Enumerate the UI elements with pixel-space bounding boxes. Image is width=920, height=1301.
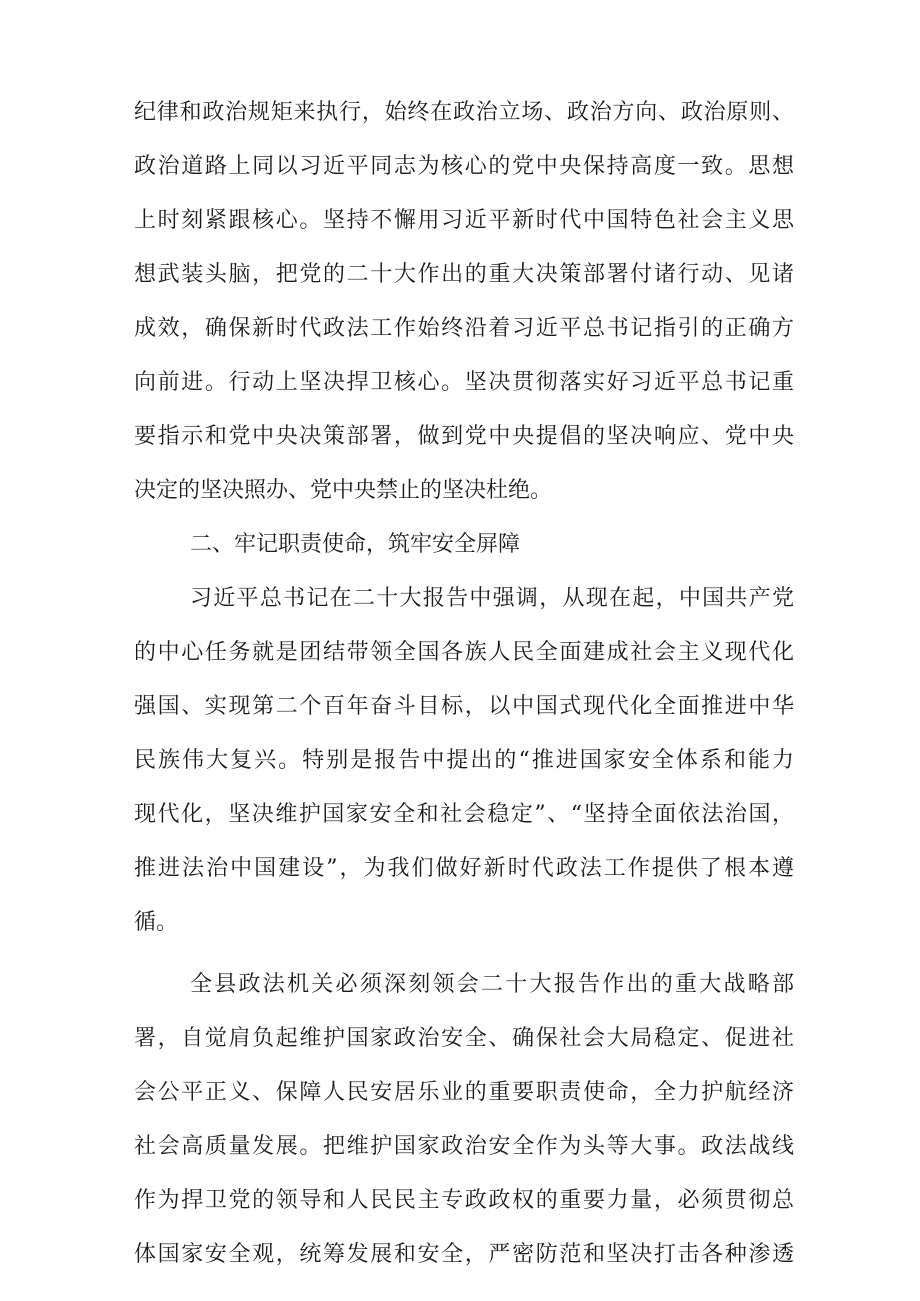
text-line: 决定的坚决照办、党中央禁止的坚决杜绝。 [134, 478, 553, 503]
text-line: 作为捍卫党的领导和人民民主专政政权的重要力量，必须贯彻总 [134, 1188, 794, 1213]
text-line: 想武装头脑，把党的二十大作出的重大决策部署付诸行动、见诸 [134, 262, 794, 287]
section-heading: 二、牢记职责使命，筑牢安全屏障 [190, 532, 521, 557]
text-line: 纪律和政治规矩来执行，始终在政治立场、政治方向、政治原则、 [134, 100, 794, 125]
text-line: 会公平正义、保障人民安居乐业的重要职责使命，全力护航经济 [134, 1080, 794, 1105]
text-line: 循。 [134, 910, 179, 935]
text-line: 社会高质量发展。把维护国家政治安全作为头等大事。政法战线 [134, 1134, 794, 1159]
text-line: 上时刻紧跟核心。坚持不懈用习近平新时代中国特色社会主义思 [134, 208, 794, 233]
text-line: 署，自觉肩负起维护国家政治安全、确保社会大局稳定、促进社 [134, 1026, 794, 1051]
text-line: 民族伟大复兴。特别是报告中提出的“推进国家安全体系和能力 [134, 748, 794, 773]
text-line: 现代化，坚决维护国家安全和社会稳定”、“坚持全面依法治国， [134, 802, 794, 827]
text-line: 成效，确保新时代政法工作始终沿着习近平总书记指引的正确方 [134, 316, 794, 341]
text-line: 的中心任务就是团结带领全国各族人民全面建成社会主义现代化 [134, 640, 794, 665]
text-line: 要指示和党中央决策部署，做到党中央提倡的坚决响应、党中央 [134, 424, 794, 449]
text-line: 推进法治中国建设”，为我们做好新时代政法工作提供了根本遵 [134, 856, 794, 881]
text-line: 体国家安全观，统筹发展和安全，严密防范和坚决打击各种渗透 [134, 1242, 794, 1267]
text-line: 全县政法机关必须深刻领会二十大报告作出的重大战略部 [190, 972, 794, 997]
text-line: 政治道路上同以习近平同志为核心的党中央保持高度一致。思想 [134, 154, 794, 179]
text-line: 习近平总书记在二十大报告中强调，从现在起，中国共产党 [190, 586, 794, 611]
text-line: 向前进。行动上坚决捍卫核心。坚决贯彻落实好习近平总书记重 [134, 370, 794, 395]
text-line: 强国、实现第二个百年奋斗目标，以中国式现代化全面推进中华 [134, 694, 794, 719]
